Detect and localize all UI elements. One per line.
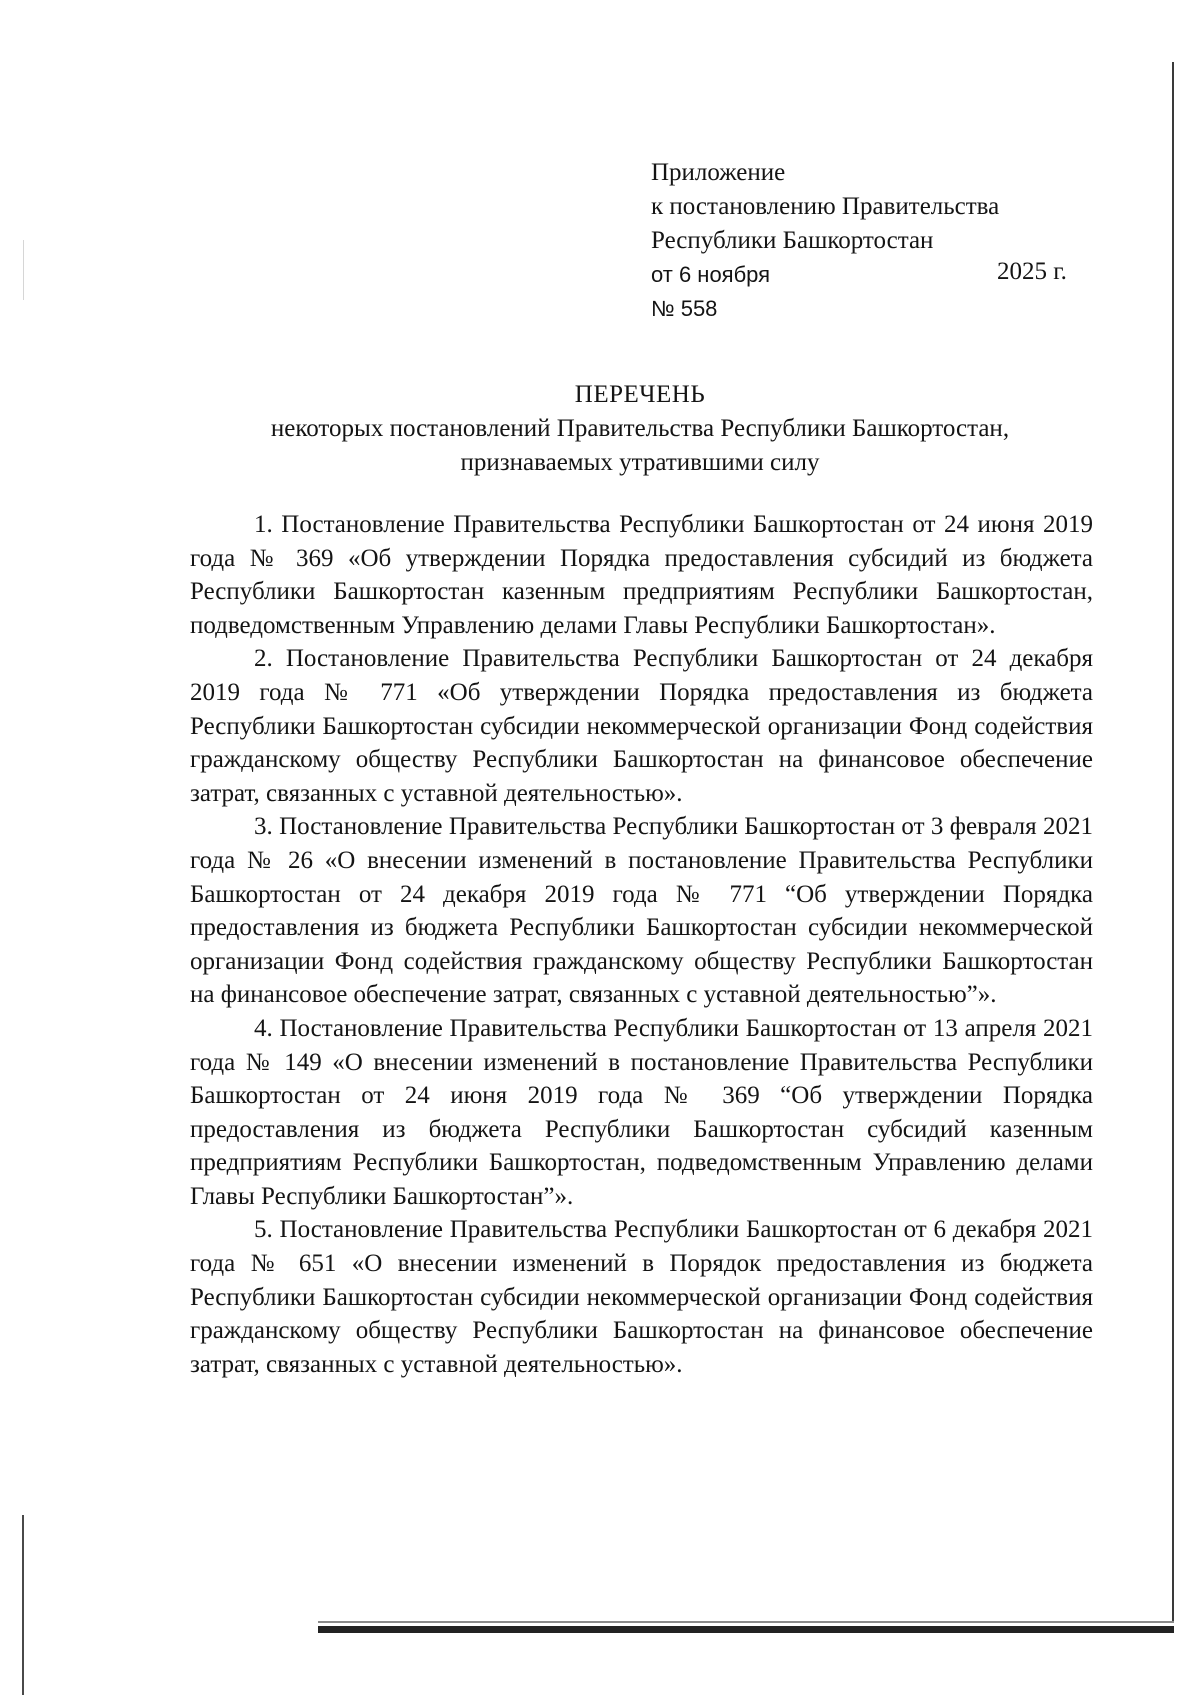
title-main: ПЕРЕЧЕНЬ xyxy=(574,381,706,408)
scan-edge-right xyxy=(1172,62,1174,1622)
scan-edge-left xyxy=(22,1515,24,1695)
appendix-label: Приложение xyxy=(651,159,786,186)
scan-mark-left xyxy=(23,240,24,300)
scan-edge-bottom xyxy=(318,1626,1174,1633)
document-title xyxy=(160,378,1120,480)
appendix-year: 2025 г. xyxy=(997,258,1067,285)
scan-edge-bottom-thin xyxy=(318,1621,1174,1623)
appendix-republic: Республики Башкортостан xyxy=(651,227,934,254)
document-body xyxy=(190,508,1093,1381)
appendix-header xyxy=(651,156,1091,326)
appendix-date: от 6 ноября xyxy=(651,262,771,287)
list-item-3: 3. Постановление Правительства Республики Башкортостан от 3 февраля 2021 года № 26 «О внесении изменений в постановление Правительства Республики Башкортостан от 24 декабря 2019 года № 771 “Об утверждении Порядка предоставления из бюджета Республики Башкортостан субсидии некоммерческой организации Фонд содействия гражданскому обществу Республики Башкортостан на финансовое обеспечение затрат, связанных с уставной деятельностью”». xyxy=(190,813,1093,1009)
title-subtitle-line2: признаваемых утратившими силу xyxy=(460,449,820,476)
list-item-1: 1. Постановление Правительства Республики Башкортостан от 24 июня 2019 года № 369 «Об утверждении Порядка предоставления субсидий из бюджета Республики Башкортостан казенным предприятиям Республики Башкортостан, подведомственным Управлению делами Главы Республики Башкортостан». xyxy=(190,511,1093,639)
list-item-2: 2. Постановление Правительства Республики Башкортостан от 24 декабря 2019 года № 771 «Об утверждении Порядка предоставления из бюджета Республики Башкортостан субсидии некоммерческой организации Фонд содействия гражданскому обществу Республики Башкортостан на финансовое обеспечение затрат, связанных с уставной деятельностью». xyxy=(190,645,1093,807)
appendix-number: № 558 xyxy=(651,296,718,321)
list-item-5: 5. Постановление Правительства Республики Башкортостан от 6 декабря 2021 года № 651 «О внесении изменений в Порядок предоставления из бюджета Республики Башкортостан субсидии некоммерческой организации Фонд содействия гражданскому обществу Республики Башкортостан на финансовое обеспечение затрат, связанных с уставной деятельностью». xyxy=(190,1216,1093,1378)
list-item-4: 4. Постановление Правительства Республики Башкортостан от 13 апреля 2021 года № 149 «О внесении изменений в постановление Правительства Республики Башкортостан от 24 июня 2019 года № 369 “Об утверждении Порядка предоставления из бюджета Республики Башкортостан субсидий казенным предприятиям Республики Башкортостан, подведомственным Управлению делами Главы Республики Башкортостан”». xyxy=(190,1014,1093,1210)
appendix-date-line xyxy=(651,258,1091,292)
title-subtitle-line1: некоторых постановлений Правительства Республики Башкортостан, xyxy=(270,415,1010,442)
appendix-reference: к постановлению Правительства xyxy=(651,193,1000,220)
